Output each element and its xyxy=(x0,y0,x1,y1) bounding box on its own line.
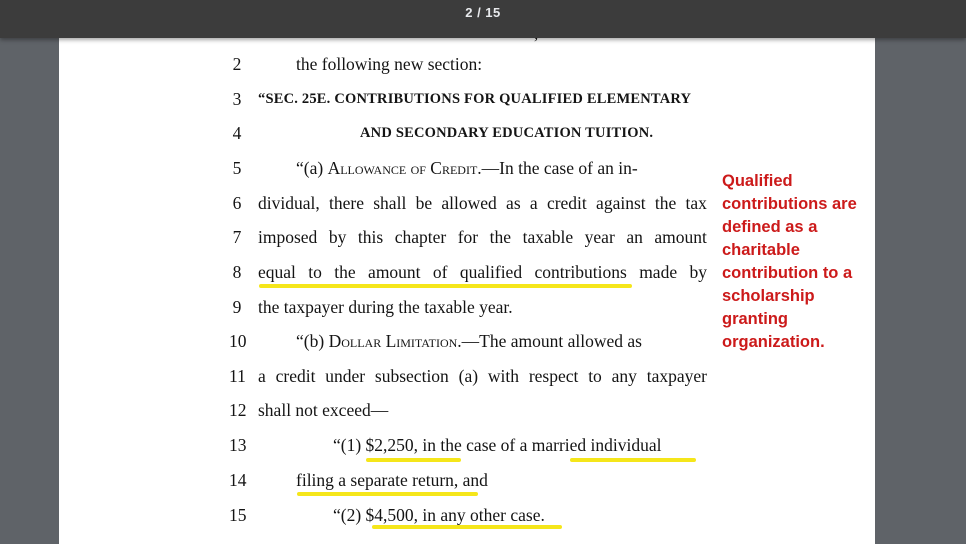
line-text xyxy=(258,227,707,248)
section-heading: “SEC. 25E. CONTRIBUTIONS FOR QUALIFIED ELEMENTARY xyxy=(258,91,692,107)
line-number: 14 xyxy=(229,470,247,490)
word: credit xyxy=(275,366,316,386)
word: to xyxy=(588,366,602,386)
word: as xyxy=(506,193,521,213)
word: made xyxy=(639,262,678,282)
word: by xyxy=(689,262,707,282)
line-number: 5 xyxy=(232,158,242,178)
word: of xyxy=(432,262,448,282)
word: taxable xyxy=(522,227,574,247)
word: an xyxy=(626,227,643,247)
word: a xyxy=(258,366,266,386)
line-text: shall not exceed— xyxy=(258,400,389,420)
highlight-underline xyxy=(259,284,632,288)
line-number: 11 xyxy=(229,366,246,386)
annotation-note: Qualified contributions are defined as a charitable contribution to a scholarship granting organization. xyxy=(722,172,857,351)
subsection-a-heading: “(a) Allowance of Credit.—In the case of an in- xyxy=(296,158,638,178)
line-text: the following new section: xyxy=(296,54,483,74)
word: to xyxy=(308,262,322,282)
word: the xyxy=(334,262,356,282)
line-number: 2 xyxy=(232,54,242,74)
line-number: 13 xyxy=(229,435,247,455)
word: amount xyxy=(368,262,421,282)
word: under xyxy=(325,366,366,386)
highlight-underline xyxy=(570,458,696,462)
line-number: 3 xyxy=(232,89,242,109)
word: contributions xyxy=(534,262,627,282)
word: the xyxy=(489,227,512,247)
line-number: 7 xyxy=(232,227,242,247)
line-number: 8 xyxy=(232,262,242,282)
highlight-underline xyxy=(366,458,461,462)
line-number: 4 xyxy=(232,123,242,143)
highlight-underline xyxy=(372,525,562,529)
page-indicator: 2 / 15 xyxy=(465,5,501,20)
word: year xyxy=(584,227,615,247)
pdf-toolbar xyxy=(0,0,966,38)
word: by xyxy=(328,227,347,247)
line-number: 12 xyxy=(229,400,247,420)
word: equal xyxy=(258,262,296,282)
subsection-b-heading: “(b) Dollar Limitation.—The amount allowed as xyxy=(296,331,642,351)
word: be xyxy=(415,193,433,213)
word: amount xyxy=(654,227,707,247)
word: dividual, xyxy=(258,193,320,213)
line-number: 10 xyxy=(229,331,247,351)
paragraph-2: “(2) $4,500, in any other case. xyxy=(333,505,545,525)
word: for xyxy=(457,227,479,247)
word: allowed xyxy=(441,193,497,213)
word: subsection xyxy=(374,366,449,386)
line-number: 15 xyxy=(229,505,247,525)
word: credit xyxy=(546,193,587,213)
word: shall xyxy=(373,193,407,213)
word: respect xyxy=(528,366,579,386)
word: (a) xyxy=(458,366,479,386)
word: a xyxy=(529,193,538,213)
word: imposed xyxy=(258,227,318,247)
line-text xyxy=(258,366,707,387)
paragraph-1: “(1) $2,250, in the case of a married individual xyxy=(333,435,662,455)
line-text xyxy=(258,193,707,214)
word: with xyxy=(487,366,519,386)
word: taxpayer xyxy=(646,366,707,386)
word: there xyxy=(329,193,364,213)
word: against xyxy=(596,193,646,213)
section-heading-continued: AND SECONDARY EDUCATION TUITION. xyxy=(360,125,654,141)
word: any xyxy=(611,366,637,386)
line-number: 6 xyxy=(232,193,242,213)
word: this xyxy=(357,227,384,247)
line-text: the taxpayer during the taxable year. xyxy=(258,297,513,317)
word: qualified xyxy=(459,262,523,282)
highlight-underline xyxy=(297,492,478,496)
line-number: 9 xyxy=(232,297,242,317)
line-text xyxy=(258,262,707,283)
word: tax xyxy=(685,193,707,213)
word: chapter xyxy=(394,227,447,247)
line-text: filing a separate return, and xyxy=(296,470,488,490)
word: the xyxy=(654,193,677,213)
